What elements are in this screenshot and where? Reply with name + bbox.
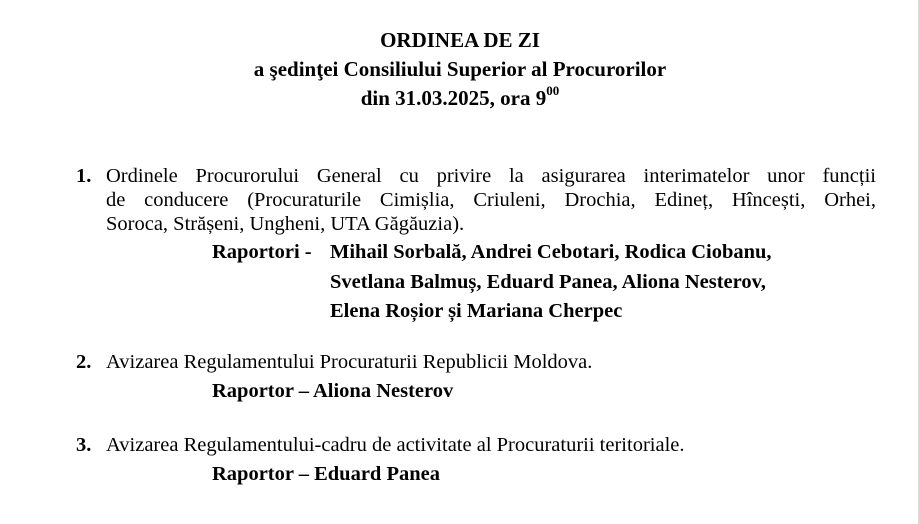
rapporteur-names-line: Svetlana Balmuș, Eduard Panea, Aliona Nesterov, (330, 271, 766, 293)
rapporteur-names-line: Mihail Sorbală, Andrei Cebotari, Rodica Ciobanu, (330, 241, 772, 263)
rapporteur-names-line: Elena Roșior și Mariana Cherpec (330, 300, 623, 322)
rapporteur-line: Raportor – Eduard Panea (212, 463, 440, 485)
agenda-item-text-line: Soroca, Strășeni, Ungheni, UTA Găgăuzia). (106, 213, 465, 235)
agenda-item-text-line: Avizarea Regulamentului Procuraturii Republicii Moldova. (106, 351, 593, 373)
agenda-item-number: 2. (76, 351, 92, 373)
document-title: ORDINEA DE ZI (380, 28, 540, 52)
session-date-text: din 31.03.2025, ora 9 (360, 86, 547, 110)
agenda-item-number: 3. (76, 434, 92, 456)
rapporteur-label: Raportori - (212, 241, 312, 263)
agenda-item-text (106, 164, 876, 236)
rapporteur-line: Raportor – Aliona Nesterov (212, 380, 454, 402)
agenda-item-text-line: Avizarea Regulamentului-cadru de activitate al Procuraturii teritoriale. (106, 434, 685, 456)
document-subtitle: a şedinţei Consiliului Superior al Procurorilor (253, 57, 667, 81)
session-time-superscript: 00 (546, 83, 560, 98)
session-date-line (0, 84, 920, 112)
agenda-item-number: 1. (76, 165, 92, 187)
agenda-item-text (106, 433, 876, 457)
agenda-item-text (106, 350, 876, 374)
agenda-item-text-line: Ordinele Procurorului General cu privire la asigurarea interimatelor unor funcții (106, 165, 876, 187)
agenda-item-text-line: de conducere (Procuraturile Cimișlia, Criuleni, Drochia, Edineț, Hîncești, Orhei, (106, 189, 876, 211)
